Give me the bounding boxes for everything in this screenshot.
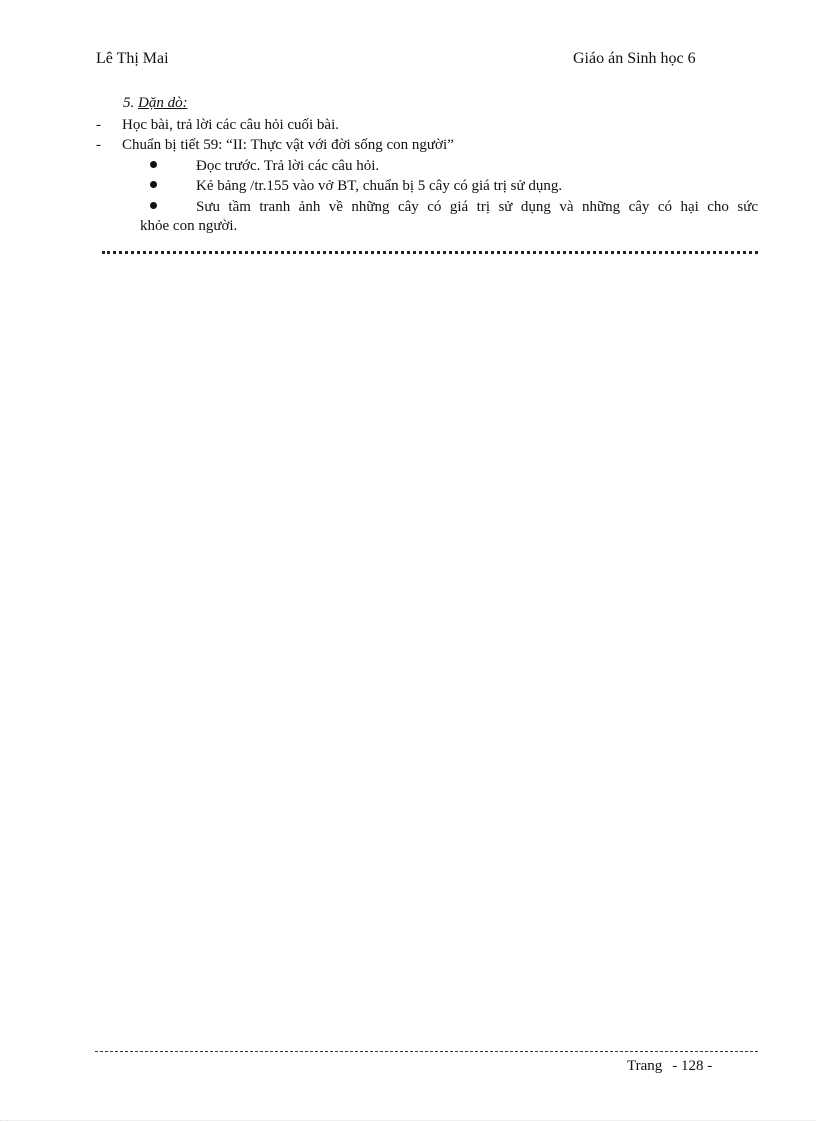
page-edge xyxy=(0,1120,816,1121)
sub-task-item xyxy=(150,175,758,197)
bullet-icon xyxy=(150,181,157,188)
task-item xyxy=(96,117,339,134)
bullet-icon xyxy=(150,161,157,168)
header-author: Lê Thị Mai xyxy=(96,50,169,67)
page-number: - 128 - xyxy=(672,1058,713,1074)
sub-task-item xyxy=(150,196,758,218)
task-text: Chuẩn bị tiết 59: “II: Thực vật với đời sống con người” xyxy=(122,137,454,153)
dash-marker: - xyxy=(96,117,101,133)
section-title: Dặn dò: xyxy=(138,95,188,111)
sub-task-text: Sưu tầm tranh ảnh về những cây có giá trị sử dụng và những cây có hại cho sức xyxy=(196,199,758,215)
header-subject: Giáo án Sinh học 6 xyxy=(573,50,696,67)
sub-task-text: Kẻ bảng /tr.155 vào vở BT, chuẩn bị 5 cây có giá trị sử dụng. xyxy=(196,178,563,194)
sub-task-continuation: khỏe con người. xyxy=(140,218,238,234)
page-footer xyxy=(627,1058,712,1075)
bullet-icon xyxy=(150,202,157,209)
sub-task-item xyxy=(150,155,758,177)
section-number: 5. xyxy=(123,95,135,111)
footer-divider xyxy=(95,1051,758,1052)
sub-task-text: Đọc trước. Trả lời các câu hỏi. xyxy=(196,158,380,174)
dash-marker: - xyxy=(96,137,101,153)
section-divider xyxy=(102,251,758,254)
task-item xyxy=(96,137,454,154)
footer-label: Trang xyxy=(627,1058,663,1074)
task-text: Học bài, trả lời các câu hỏi cuối bài. xyxy=(122,117,340,133)
section-heading xyxy=(123,95,188,112)
